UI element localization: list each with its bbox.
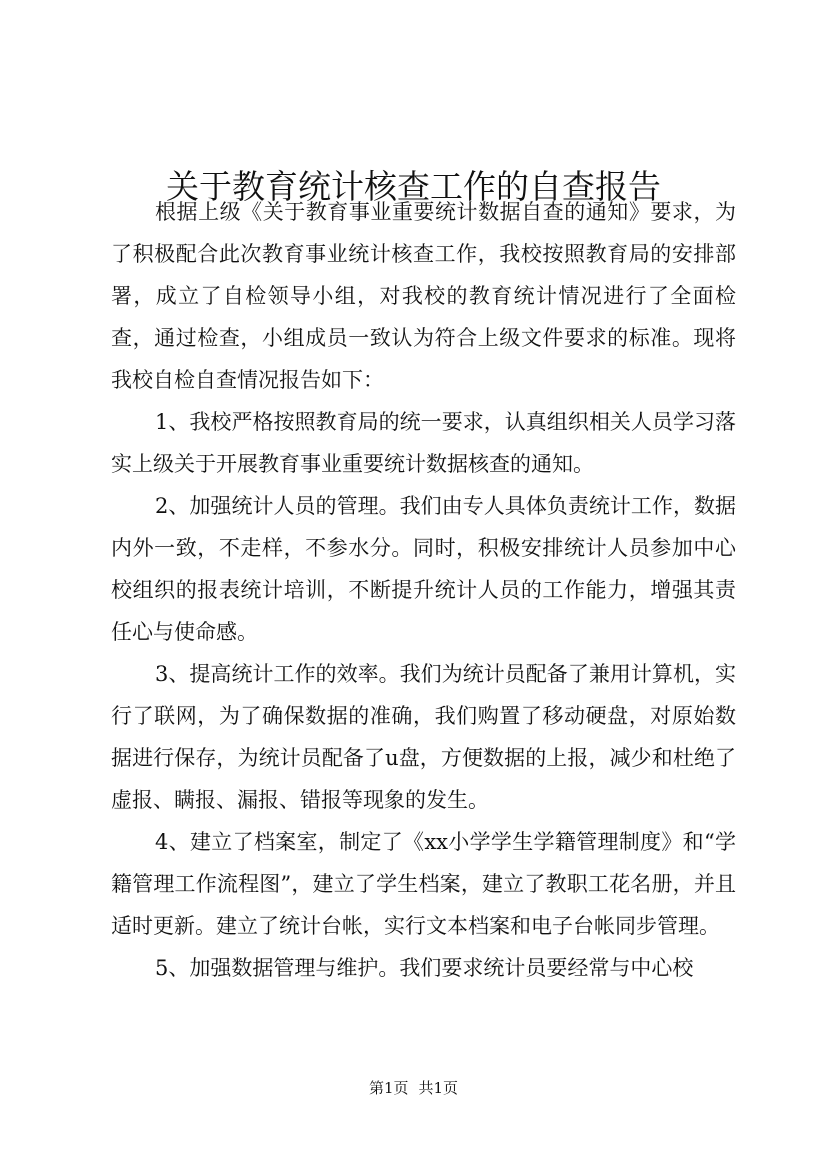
paragraph-item-3: 3、提高统计工作的效率。我们为统计员配备了兼用计算机，实行了联网，为了确保数据的准确，我们购置了移动硬盘，对原始数据进行保存，为统计员配备了u盘，方便数据的上报，减少和杜绝了虚报、瞒报、漏报、错报等现象的发生。 — [111, 662, 736, 812]
paragraph-item-5: 5、加强数据管理与维护。我们要求统计员要经常与中心校 — [155, 956, 694, 980]
page-footer — [0, 1078, 827, 1098]
page-total: 共1页 — [418, 1079, 459, 1097]
paragraph-intro: 根据上级《关于教育事业重要统计数据自查的通知》要求，为了积极配合此次教育事业统计核查工作，我校按照教育局的安排部署，成立了自检领导小组，对我校的教育统计情况进行了全面检查，通过检查，小组成员一致认为符合上级文件要求的标准。现将我校自检自查情况报告如下： — [111, 200, 736, 392]
paragraph-item-1: 1、我校严格按照教育局的统一要求，认真组织相关人员学习落实上级关于开展教育事业重要统计数据核查的通知。 — [111, 410, 736, 476]
document-title: 关于教育统计核查工作的自查报告 — [166, 167, 661, 207]
page-number: 第1页 — [368, 1079, 409, 1097]
paragraph-item-2: 2、加强统计人员的管理。我们由专人具体负责统计工作，数据内外一致，不走样，不参水分。同时，积极安排统计人员参加中心校组织的报表统计培训，不断提升统计人员的工作能力，增强其责任心与使命感。 — [111, 494, 736, 644]
paragraph-item-4: 4、建立了档案室，制定了《xx小学学生学籍管理制度》和“学籍管理工作流程图”，建立了学生档案，建立了教职工花名册，并且适时更新。建立了统计台帐，实行文本档案和电子台帐同步管理。 — [111, 830, 736, 938]
document-body — [111, 191, 736, 989]
